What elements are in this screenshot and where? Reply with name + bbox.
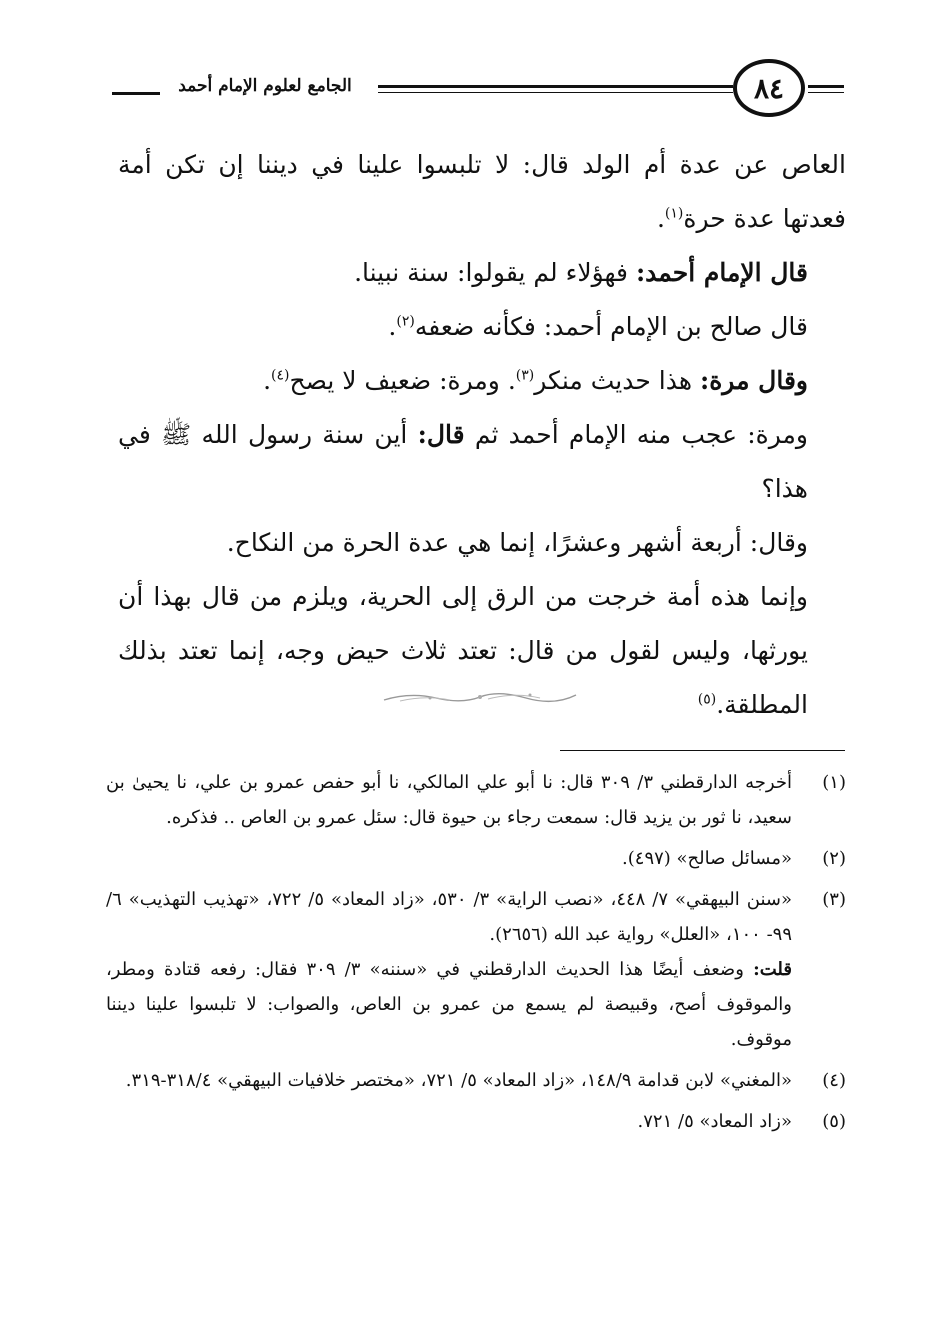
footnote-ref-1: (١) <box>664 205 684 222</box>
header-rule-left <box>112 92 160 95</box>
paragraph-5-text-b: أين سنة رسول الله ﷺ في هذا؟ <box>118 420 808 503</box>
footnote-number: (٢) <box>822 848 846 869</box>
paragraph-6 <box>118 516 846 570</box>
footnotes <box>106 765 846 1145</box>
paragraph-7-text: وإنما هذه أمة خرجت من الرق إلى الحرية، ويلزم من قال بهذا أن يورثها، وليس لقول من قال: تعتد ثلاث حيض وجه، إنما تعتد بذلك المطلقة. <box>118 582 808 719</box>
paragraph-5-text-a: ومرة: عجب منه الإمام أحمد ثم <box>474 420 809 449</box>
page-number: ٨٤ <box>733 59 805 117</box>
main-text <box>118 138 846 732</box>
paragraph-1: العاص عن عدة أم الولد قال: لا تلبسوا علينا في ديننا إن تكن أمة فعدتها عدة حرة$^{(١)}$. <box>118 150 846 233</box>
paragraph-2-text: فهؤلاء لم يقولوا: سنة نبينا. <box>354 258 628 287</box>
footnote-text: أخرجه الدارقطني ٣/ ٣٠٩ قال: نا أبو علي المالكي، نا أبو حفص عمرو بن علي، نا يحيىٰ بن سعيد، نا ثور بن يزيد قال: سمعت رجاء بن حيوة قال: سئل عمرو بن العاص .. فذكره. <box>106 772 792 828</box>
footnote-ref-2: (٢) <box>396 313 415 330</box>
paragraph-5-lead: قال: <box>417 420 465 449</box>
paragraph-2-lead: قال الإمام أحمد: <box>635 258 808 287</box>
footnote-5 <box>106 1104 846 1139</box>
paragraph-5 <box>118 408 846 516</box>
header-rule-middle <box>378 85 733 88</box>
footnote-number: (١) <box>822 772 846 793</box>
header-rule-middle-thin <box>378 92 733 93</box>
footnote-number: (٥) <box>822 1111 846 1132</box>
running-title: الجامع لعلوم الإمام أحمد <box>178 76 352 96</box>
footnote-text: «سنن البيهقي» ٧/ ٤٤٨، «نصب الراية» ٣/ ٥٣٠، «زاد المعاد» ٥/ ٧٢٢، «تهذيب التهذيب» ٦/ ٩٩- ١٠٠، «العلل» رواية عبد الله (٢٦٥٦). <box>106 889 792 945</box>
paragraph-4-lead: وقال مرة: <box>699 366 808 395</box>
header-rule-right <box>808 85 844 88</box>
footnote-ref-5: (٥) <box>697 691 717 708</box>
section-ornament <box>380 686 580 708</box>
footnote-4 <box>106 1063 846 1098</box>
paragraph-3-text: قال صالح بن الإمام أحمد: فكأنه ضعفه <box>414 312 808 341</box>
paragraph-2 <box>118 246 846 300</box>
footnote-text: «مسائل صالح» (٤٩٧). <box>622 848 792 869</box>
footnote-2 <box>106 841 846 876</box>
footnote-1 <box>106 765 846 835</box>
footnote-ref-4: (٤) <box>271 367 290 384</box>
footnote-number: (٣) <box>822 889 846 910</box>
paragraph-4-text-a: هذا حديث منكر <box>534 366 693 395</box>
footnote-number: (٤) <box>822 1070 846 1091</box>
footnote-comment-lead: قلت: <box>753 959 792 980</box>
paragraph-4: وقال مرة: هذا حديث منكر$^{(٣)}$. ومرة: ضعيف لا يصح$^{(٤)}$. <box>263 366 808 395</box>
paragraph-4-text-b: . ومرة: <box>439 366 516 395</box>
footnote-ref-3: (٣) <box>515 367 535 384</box>
footnote-separator <box>560 750 845 751</box>
paragraph-1-text: العاص عن عدة أم الولد قال: لا تلبسوا علينا في ديننا إن تكن أمة فعدتها عدة حرة <box>118 150 846 233</box>
paragraph-6-text: وقال: أربعة أشهر وعشرًا، إنما هي عدة الحرة من النكاح. <box>226 528 808 557</box>
header-rule-right-thin <box>808 92 844 93</box>
paragraph-3: قال صالح بن الإمام أحمد: فكأنه ضعفه$^{(٢)}$. <box>388 312 808 341</box>
footnote-comment-text: وضعف أيضًا هذا الحديث الدارقطني في «سننه» ٣/ ٣٠٩ فقال: رفعه قتادة ومطر، والموقوف أصح، وقبيصة لم يسمع من عمرو بن العاص، والصواب: لا تلبسوا علينا ديننا موقوف. <box>106 959 792 1050</box>
footnote-text: «زاد المعاد» ٥/ ٧٢١. <box>637 1111 792 1132</box>
footnote-text: «المغني» لابن قدامة ١٤٨/٩، «زاد المعاد» ٥/ ٧٢١، «مختصر خلافيات البيهقي» ٣١٨/٤-٣١٩. <box>125 1070 792 1091</box>
footnote-3 <box>106 882 846 1057</box>
paragraph-4-text-c: ضعيف لا يصح <box>289 366 432 395</box>
